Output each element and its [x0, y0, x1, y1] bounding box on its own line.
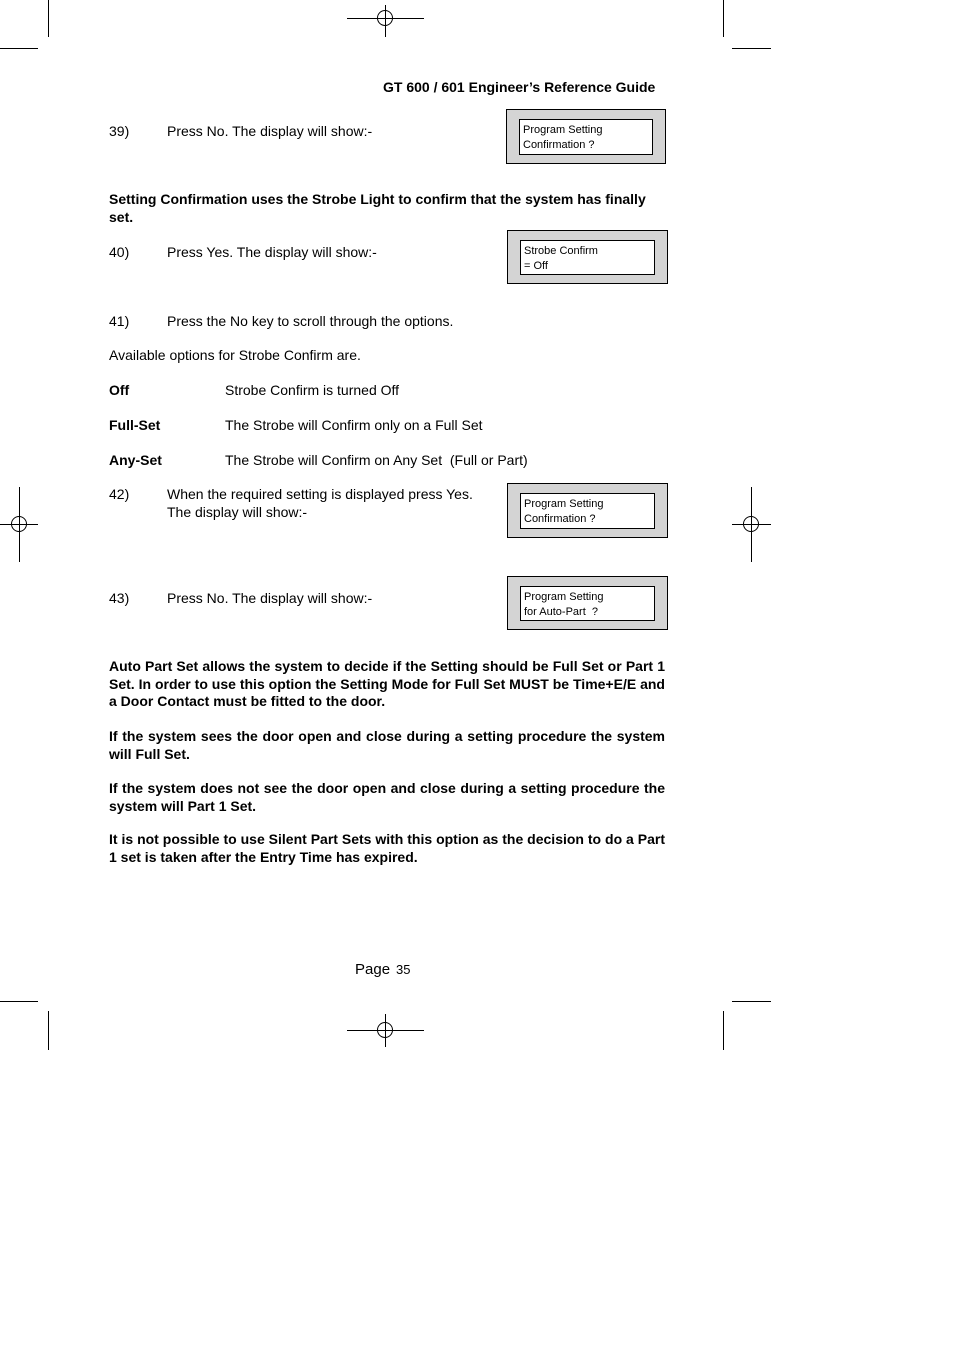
auto-part-note: It is not possible to use Silent Part Sets with this option as the decision to do a Part 1 set is taken after the Entry Time has expired. — [109, 831, 665, 865]
step-text: Press No. The display will show:- — [167, 590, 373, 606]
lcd-display — [507, 483, 668, 538]
lcd-display — [507, 230, 668, 284]
step-text — [167, 485, 473, 521]
lcd-line: Confirmation ? — [524, 513, 596, 525]
step-number: 41) — [109, 313, 130, 329]
auto-part-note: If the system sees the door open and close during a setting procedure the system will Full Set. — [109, 728, 665, 762]
step-text: Press Yes. The display will show:- — [167, 244, 377, 260]
step-number: 42) — [109, 486, 130, 502]
document-header: GT 600 / 601 Engineer’s Reference Guide — [383, 79, 656, 95]
option-term: Full-Set — [109, 417, 161, 433]
step-number: 40) — [109, 244, 130, 260]
step-text: Press the No key to scroll through the options. — [167, 313, 454, 329]
page-footer — [355, 961, 411, 978]
page-label: Page — [355, 961, 391, 978]
step-text-line: The display will show:- — [167, 504, 308, 520]
lcd-line: = Off — [524, 260, 548, 272]
lcd-line: Confirmation ? — [523, 139, 595, 151]
option-term: Any-Set — [109, 452, 162, 468]
lcd-line: Program Setting — [523, 124, 603, 136]
option-description: The Strobe will Confirm on Any Set (Full or Part) — [225, 452, 528, 468]
lcd-line: Program Setting — [524, 498, 604, 510]
option-description: The Strobe will Confirm only on a Full Set — [225, 417, 483, 433]
step-number: 39) — [109, 123, 130, 139]
auto-part-note: If the system does not see the door open and close during a setting procedure the system will Part 1 Set. — [109, 780, 665, 814]
step-number: 43) — [109, 590, 130, 606]
option-description: Strobe Confirm is turned Off — [225, 382, 400, 398]
lcd-line: for Auto-Part ? — [524, 606, 598, 618]
step-text: Press No. The display will show:- — [167, 123, 373, 139]
lcd-line: Strobe Confirm — [524, 245, 598, 257]
step-text-line: When the required setting is displayed press Yes. — [167, 486, 473, 502]
lcd-display — [506, 109, 666, 164]
strobe-confirm-note: Setting Confirmation uses the Strobe Light to confirm that the system has finally set. — [109, 191, 646, 225]
page-number: 35 — [396, 962, 411, 977]
auto-part-note: Auto Part Set allows the system to decide if the Setting should be Full Set or Part 1 Set. In order to use this option the Setting Mode for Full Set MUST be Time+E/E and a Door Contact must be fitted to the door. — [109, 658, 665, 709]
available-options-intro: Available options for Strobe Confirm are. — [109, 347, 361, 363]
lcd-line: Program Setting — [524, 591, 604, 603]
lcd-display — [507, 576, 668, 630]
option-term: Off — [109, 382, 130, 398]
